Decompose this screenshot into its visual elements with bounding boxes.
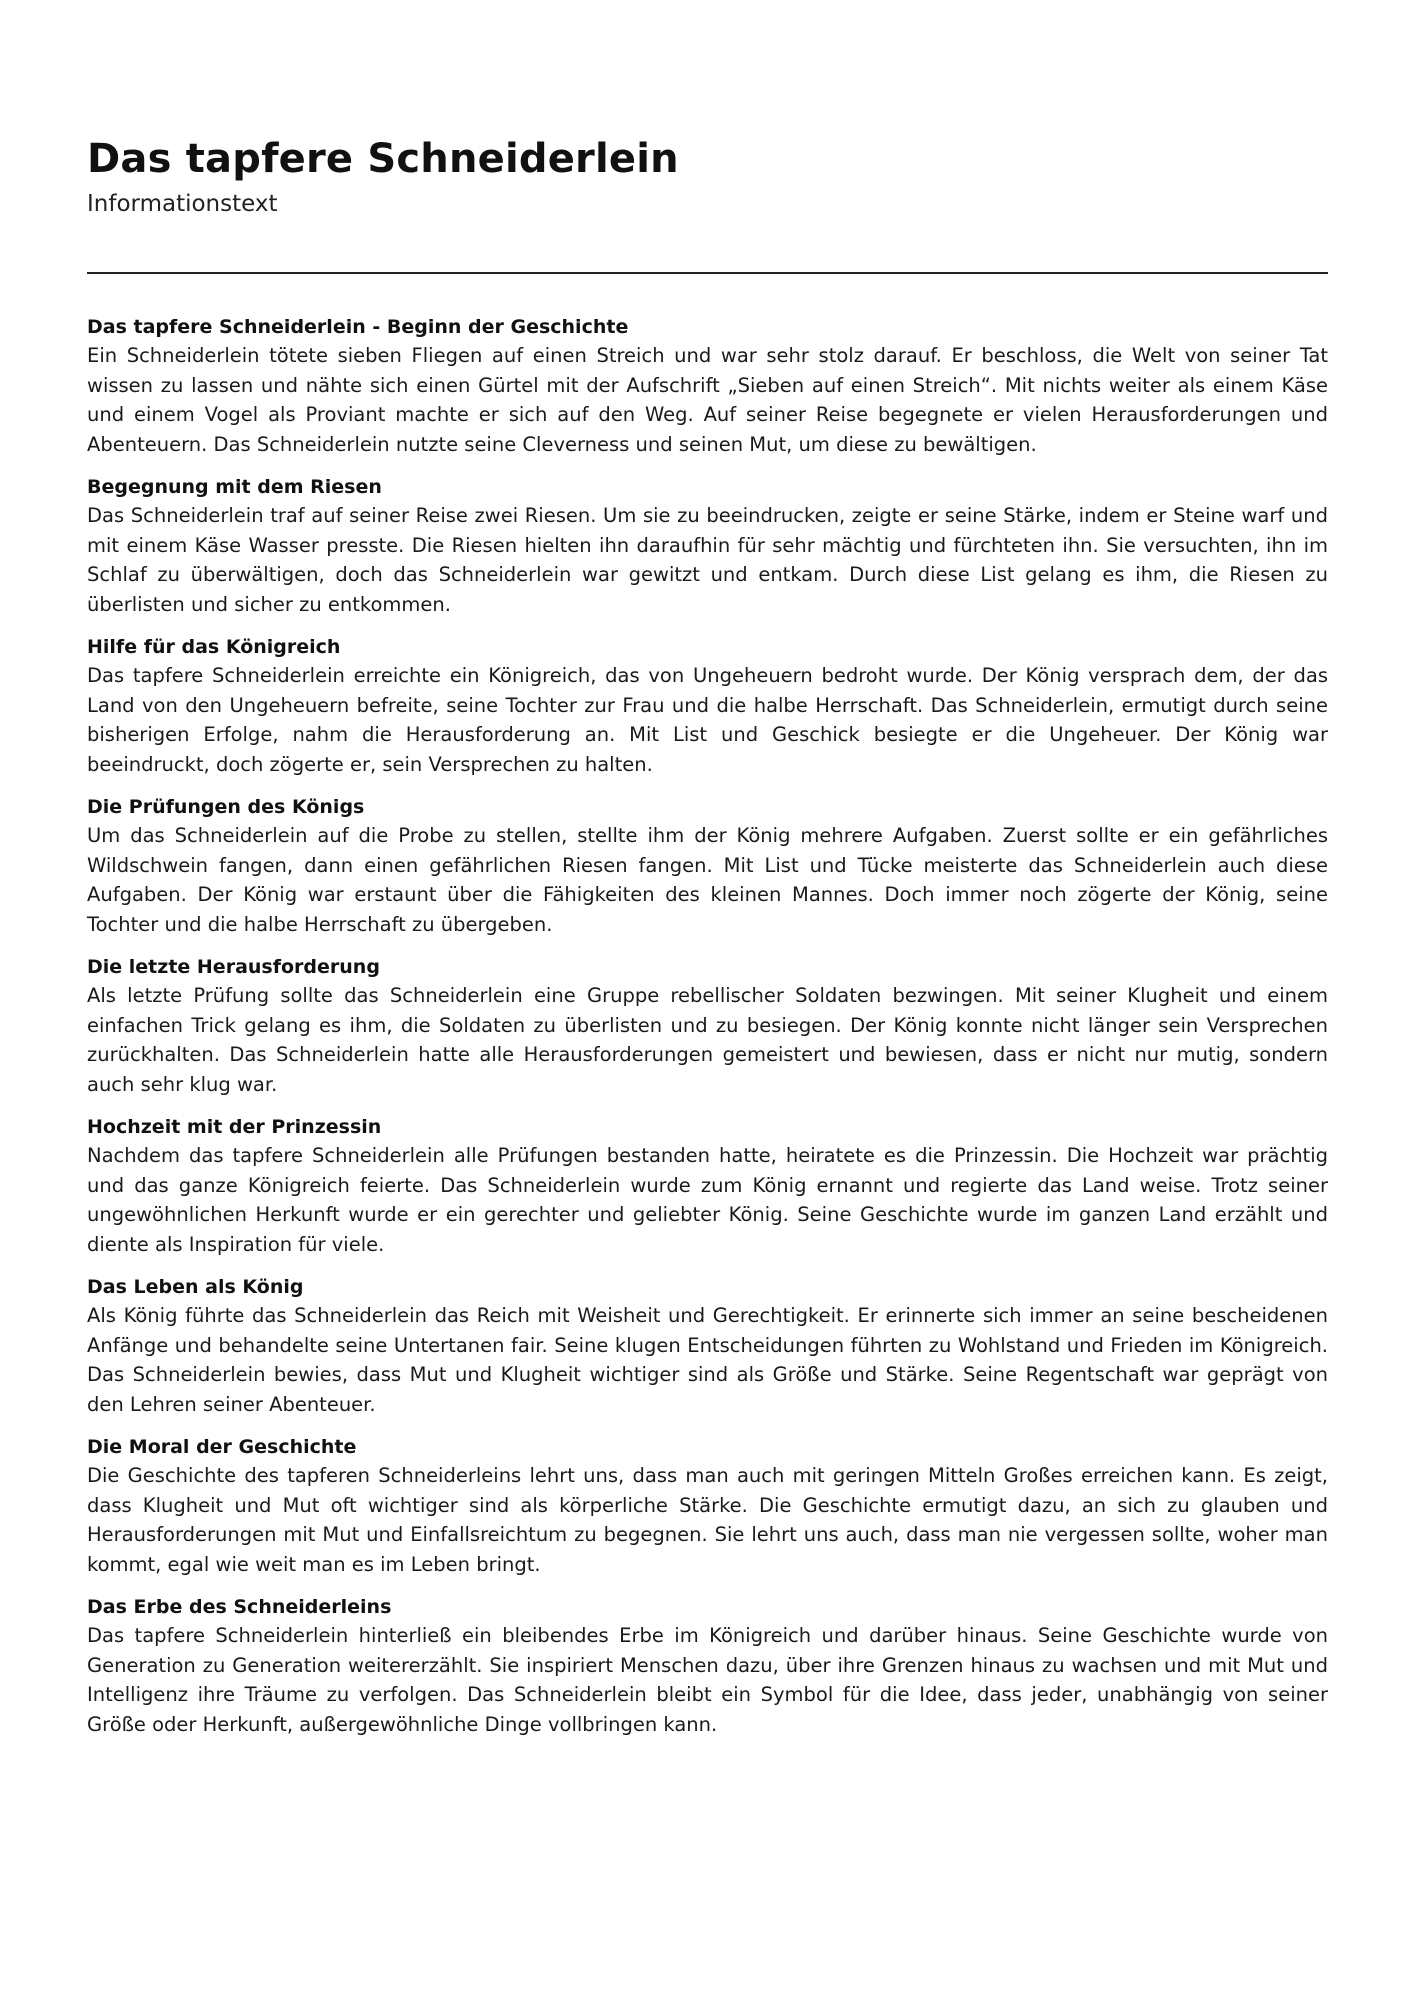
section-heading: Das Erbe des Schneiderleins	[87, 1596, 392, 1618]
section-die-letzte-herausforderung	[87, 953, 1328, 1099]
section-das-erbe-des-schneiderleins	[87, 1593, 1328, 1739]
section-hochzeit-mit-der-prinzessin	[87, 1113, 1328, 1259]
section-die-moral-der-geschichte	[87, 1433, 1328, 1579]
section-heading: Die Prüfungen des Königs	[87, 796, 365, 818]
document-title: Das tapfere Schneiderlein	[87, 136, 679, 182]
section-begegnung-mit-dem-riesen	[87, 473, 1328, 619]
section-heading: Hochzeit mit der Prinzessin	[87, 1116, 382, 1138]
section-text: Ein Schneiderlein tötete sieben Fliegen auf einen Streich und war sehr stolz darauf. Er beschloss, die Welt von seiner Tat wissen zu lassen und nähte sich einen Gürtel mit der Aufschrift „Sieben auf einen Streich“. Mit nichts weiter als einem Käse und einem Vogel als Proviant machte er sich auf den Weg. Auf seiner Reise begegnete er vielen Herausforderungen und Abenteuern. Das Schneiderlein nutzte seine Cleverness und seinen Mut, um diese zu bewältigen.	[87, 344, 1328, 456]
section-heading: Die letzte Herausforderung	[87, 956, 380, 978]
section-text: Nachdem das tapfere Schneiderlein alle Prüfungen bestanden hatte, heiratete es die Prinzessin. Die Hochzeit war prächtig und das ganze Königreich feierte. Das Schneiderlein wurde zum König ernannt und regierte das Land weise. Trotz seiner ungewöhnlichen Herkunft wurde er ein gerechter und geliebter König. Seine Geschichte wurde im ganzen Land erzählt und diente als Inspiration für viele.	[87, 1144, 1328, 1256]
title-divider	[87, 272, 1328, 274]
document-body	[87, 313, 1328, 1753]
section-hilfe-fuer-das-koenigreich	[87, 633, 1328, 779]
section-text: Das tapfere Schneiderlein erreichte ein Königreich, das von Ungeheuern bedroht wurde. Der König versprach dem, der das Land von den Ungeheuern befreite, seine Tochter zur Frau und die halbe Herrschaft. Das Schneiderlein, ermutigt durch seine bisherigen Erfolge, nahm die Herausforderung an. Mit List und Geschick besiegte er die Ungeheuer. Der König war beeindruckt, doch zögerte er, sein Versprechen zu halten.	[87, 664, 1328, 776]
section-die-pruefungen-des-koenigs	[87, 793, 1328, 939]
section-heading: Die Moral der Geschichte	[87, 1436, 357, 1458]
document-page	[87, 0, 1328, 2000]
section-das-leben-als-koenig	[87, 1273, 1328, 1419]
section-text: Um das Schneiderlein auf die Probe zu stellen, stellte ihm der König mehrere Aufgaben. Zuerst sollte er ein gefährliches Wildschwein fangen, dann einen gefährlichen Riesen fangen. Mit List und Tücke meisterte das Schneiderlein auch diese Aufgaben. Der König war erstaunt über die Fähigkeiten des kleinen Mannes. Doch immer noch zögerte der König, seine Tochter und die halbe Herrschaft zu übergeben.	[87, 824, 1328, 936]
document-subtitle: Informationstext	[87, 191, 278, 217]
section-heading: Hilfe für das Königreich	[87, 636, 341, 658]
section-beginn-der-geschichte	[87, 313, 1328, 459]
section-text: Als König führte das Schneiderlein das Reich mit Weisheit und Gerechtigkeit. Er erinnerte sich immer an seine bescheidenen Anfänge und behandelte seine Untertanen fair. Seine klugen Entscheidungen führten zu Wohlstand und Frieden im Königreich. Das Schneiderlein bewies, dass Mut und Klugheit wichtiger sind als Größe und Stärke. Seine Regentschaft war geprägt von den Lehren seiner Abenteuer.	[87, 1304, 1328, 1416]
section-text: Das Schneiderlein traf auf seiner Reise zwei Riesen. Um sie zu beeindrucken, zeigte er seine Stärke, indem er Steine warf und mit einem Käse Wasser presste. Die Riesen hielten ihn daraufhin für sehr mächtig und fürchteten ihn. Sie versuchten, ihn im Schlaf zu überwältigen, doch das Schneiderlein war gewitzt und entkam. Durch diese List gelang es ihm, die Riesen zu überlisten und sicher zu entkommen.	[87, 504, 1328, 616]
section-heading: Begegnung mit dem Riesen	[87, 476, 382, 498]
section-heading: Das Leben als König	[87, 1276, 304, 1298]
section-text: Als letzte Prüfung sollte das Schneiderlein eine Gruppe rebellischer Soldaten bezwingen. Mit seiner Klugheit und einem einfachen Trick gelang es ihm, die Soldaten zu überlisten und zu besiegen. Der König konnte nicht länger sein Versprechen zurückhalten. Das Schneiderlein hatte alle Herausforderungen gemeistert und bewiesen, dass er nicht nur mutig, sondern auch sehr klug war.	[87, 984, 1328, 1096]
section-text: Die Geschichte des tapferen Schneiderleins lehrt uns, dass man auch mit geringen Mitteln Großes erreichen kann. Es zeigt, dass Klugheit und Mut oft wichtiger sind als körperliche Stärke. Die Geschichte ermutigt dazu, an sich zu glauben und Herausforderungen mit Mut und Einfallsreichtum zu begegnen. Sie lehrt uns auch, dass man nie vergessen sollte, woher man kommt, egal wie weit man es im Leben bringt.	[87, 1464, 1328, 1576]
section-heading: Das tapfere Schneiderlein - Beginn der Geschichte	[87, 316, 629, 338]
section-text: Das tapfere Schneiderlein hinterließ ein bleibendes Erbe im Königreich und darüber hinaus. Seine Geschichte wurde von Generation zu Generation weitererzählt. Sie inspiriert Menschen dazu, über ihre Grenzen hinaus zu wachsen und mit Mut und Intelligenz ihre Träume zu verfolgen. Das Schneiderlein bleibt ein Symbol für die Idee, dass jeder, unabhängig von seiner Größe oder Herkunft, außergewöhnliche Dinge vollbringen kann.	[87, 1624, 1328, 1736]
